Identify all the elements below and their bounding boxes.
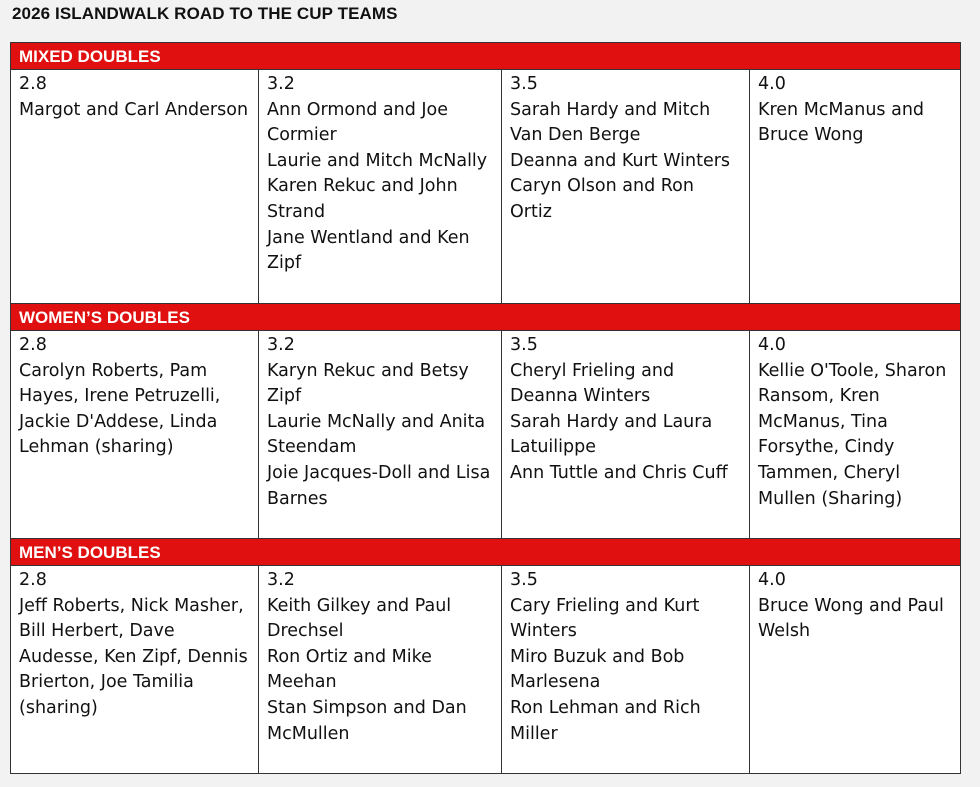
- level-label: 3.5: [510, 335, 538, 355]
- level-label: 2.8: [19, 570, 47, 590]
- level-cell-3-5: [502, 331, 750, 539]
- level-cell-2-8: [11, 70, 259, 304]
- team-entry: Kellie O'Toole, Sharon Ransom, Kren McManus, Tina Forsythe, Cindy Tammen, Cheryl Mullen (Sharing): [758, 360, 947, 509]
- teams-table: [10, 42, 961, 774]
- level-label: 2.8: [19, 335, 47, 355]
- team-entry: Bruce Wong and Paul Welsh: [758, 595, 944, 642]
- section-header-mixed-doubles: [11, 43, 961, 70]
- section-header-mens-doubles: [11, 539, 961, 566]
- team-entry: Carolyn Roberts, Pam Hayes, Irene Petruzelli, Jackie D'Addese, Linda Lehman (sharing): [19, 360, 221, 458]
- section-row-womens-doubles: [11, 331, 961, 539]
- team-entry: Miro Buzuk and Bob Marlesena: [510, 646, 685, 693]
- section-row-mixed-doubles: [11, 70, 961, 304]
- level-label: 4.0: [758, 335, 786, 355]
- section-row-mens-doubles: [11, 566, 961, 774]
- team-entry: Sarah Hardy and Laura Latuilippe: [510, 411, 713, 458]
- document-title: 2026 ISLANDWALK ROAD TO THE CUP TEAMS: [12, 4, 398, 23]
- team-entry: Keith Gilkey and Paul Drechsel: [267, 595, 452, 642]
- level-cell-3-2: [259, 70, 502, 304]
- level-cell-4-0: [750, 331, 961, 539]
- section-header-label: MIXED DOUBLES: [11, 43, 961, 70]
- section-header-womens-doubles: [11, 304, 961, 331]
- team-entry: Ann Tuttle and Chris Cuff: [510, 462, 728, 483]
- team-entry: Caryn Olson and Ron Ortiz: [510, 176, 694, 222]
- level-cell-3-5: [502, 70, 750, 304]
- section-header-label: MEN’S DOUBLES: [11, 539, 961, 566]
- level-cell-3-5: [502, 566, 750, 774]
- team-entry: Ron Ortiz and Mike Meehan: [267, 646, 432, 693]
- level-label: 3.5: [510, 74, 538, 94]
- level-label: 4.0: [758, 74, 786, 94]
- level-label: 4.0: [758, 570, 786, 590]
- team-entry: Cary Frieling and Kurt Winters: [510, 595, 700, 642]
- level-label: 3.2: [267, 570, 295, 590]
- team-entry: Laurie McNally and Anita Steendam: [267, 411, 486, 458]
- team-entry: Margot and Carl Anderson: [19, 99, 249, 120]
- level-cell-3-2: [259, 331, 502, 539]
- team-entry: Karyn Rekuc and Betsy Zipf: [267, 360, 469, 407]
- team-entry: Karen Rekuc and John Strand: [267, 176, 458, 222]
- team-entry: Stan Simpson and Dan McMullen: [267, 697, 467, 744]
- team-entry: Cheryl Frieling and Deanna Winters: [510, 360, 675, 407]
- team-entry: Deanna and Kurt Winters: [510, 150, 731, 171]
- level-cell-2-8: [11, 566, 259, 774]
- level-cell-3-2: [259, 566, 502, 774]
- level-cell-4-0: [750, 70, 961, 304]
- level-label: 2.8: [19, 74, 47, 94]
- level-label: 3.2: [267, 74, 295, 94]
- level-label: 3.5: [510, 570, 538, 590]
- team-entry: Laurie and Mitch McNally: [267, 150, 488, 171]
- section-header-label: WOMEN’S DOUBLES: [11, 304, 961, 331]
- team-entry: Jane Wentland and Ken Zipf: [267, 227, 470, 274]
- team-entry: Sarah Hardy and Mitch Van Den Berge: [510, 99, 711, 146]
- level-cell-4-0: [750, 566, 961, 774]
- team-entry: Kren McManus and Bruce Wong: [758, 99, 925, 146]
- team-entry: Jeff Roberts, Nick Masher, Bill Herbert, Dave Audesse, Ken Zipf, Dennis Brierton, Joe Tamilia (sharing): [19, 595, 248, 718]
- level-cell-2-8: [11, 331, 259, 539]
- team-entry: Ron Lehman and Rich Miller: [510, 697, 701, 744]
- team-entry: Joie Jacques-Doll and Lisa Barnes: [267, 462, 491, 509]
- team-entry: Ann Ormond and Joe Cormier: [267, 99, 449, 146]
- level-label: 3.2: [267, 335, 295, 355]
